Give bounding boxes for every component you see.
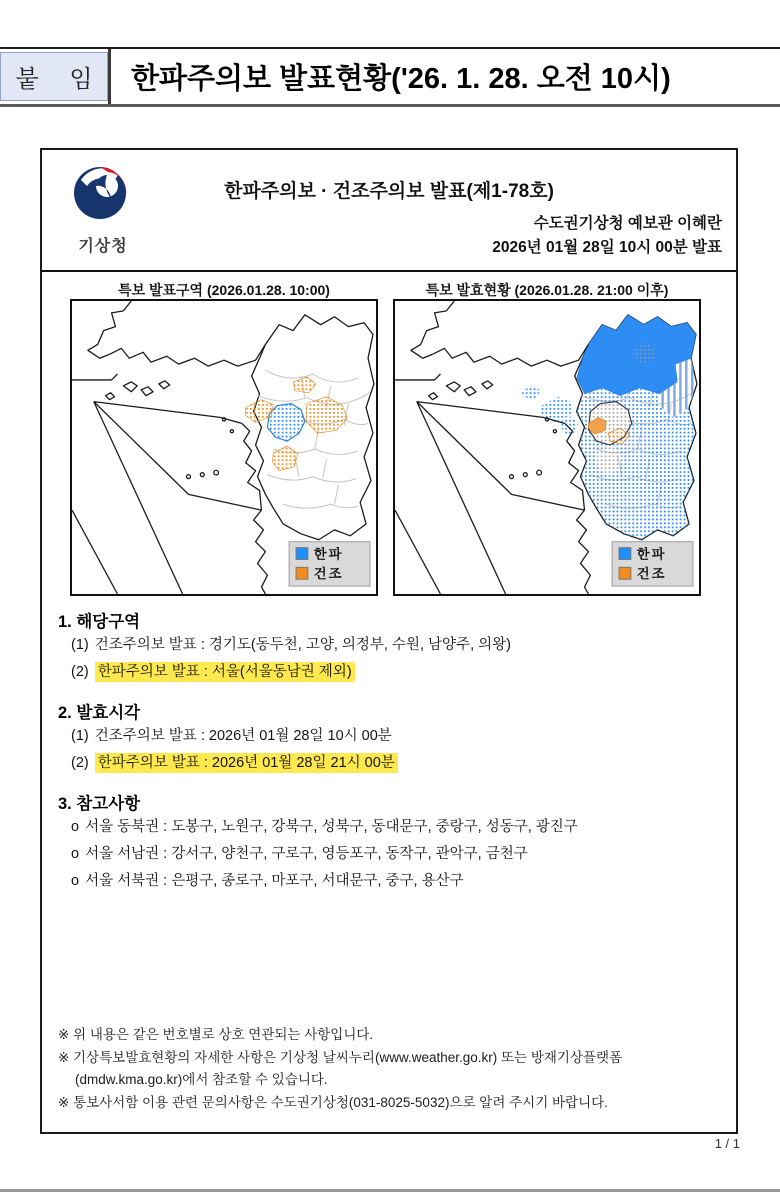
section-item [71,723,720,750]
section-heading: 2. 발효시각 [58,704,141,722]
dry-legend-label: 건조 [636,566,667,582]
document-header [42,150,736,272]
map-announced-box [70,299,378,596]
item-prefix: (2) [71,664,89,680]
section-item [71,841,720,868]
item-text: 서울 동북권 : 도봉구, 노원구, 강북구, 성북구, 동대문구, 중랑구, 성동구, 광진구 [85,819,578,835]
attachment-label: 붙 임 [0,52,108,101]
map-announced [70,280,378,596]
section-item [71,814,720,841]
dry-swatch [619,567,631,579]
item-prefix: o [71,873,80,889]
document-title: 한파주의보 · 건조주의보 발표(제1-78호) [224,181,554,202]
section-areas [58,608,720,686]
item-prefix: (2) [71,755,89,771]
section-item [71,632,720,659]
coldwave-legend-label: 한파 [636,546,667,562]
legend [289,542,370,586]
section-effective-time [58,699,720,777]
document-sheet [40,148,738,1134]
map-effective-title: 특보 발효현황 (2026.01.28. 21:00 이후) [425,282,669,298]
footnote: ※ 통보사서함 이용 관련 문의사항은 수도권기상청(031-8025-5032)으로 알려 주시기 바랍니다. [58,1094,608,1110]
kma-logo [58,160,148,256]
maps-row [70,280,720,596]
item-text-highlighted: 한파주의보 발표 : 서울(서울동남권 제외) [95,662,355,682]
page-number: 1 / 1 [714,1136,740,1151]
coldwave-legend-label: 한파 [313,546,344,562]
forecaster-line: 수도권기상청 예보관 이혜란 [533,215,722,232]
section-heading: 3. 참고사항 [58,795,141,813]
item-text: 서울 서남권 : 강서구, 양천구, 구로구, 영등포구, 동작구, 관악구, 금천구 [85,846,528,862]
map-announced-svg [72,301,376,594]
footnotes [58,1024,720,1114]
legend [612,542,693,586]
section-item [71,659,720,686]
item-text: 서울 서북권 : 은평구, 종로구, 마포구, 서대문구, 중구, 용산구 [85,873,464,889]
map-announced-title: 특보 발표구역 (2026.01.28. 10:00) [118,282,330,298]
section-heading: 1. 해당구역 [58,613,141,631]
coldwave-swatch [296,548,308,560]
item-prefix: o [71,819,80,835]
footnote: ※ 기상특보발효현황의 자세한 사항은 기상청 날씨누리(www.weather.go.kr) 또는 방재기상플랫폼(dmdw.kma.go.kr)에서 참조할 수 있습니다. [58,1049,623,1087]
section-item [71,750,720,777]
agency-name: 기상청 [78,238,128,255]
item-text-highlighted: 한파주의보 발표 : 2026년 01월 28일 21시 00분 [95,753,398,773]
map-effective [393,280,701,596]
bottom-divider [0,1189,780,1192]
page-title: 한파주의보 발표현황('26. 1. 28. 오전 10시) [131,63,671,95]
dry-swatch [296,567,308,579]
issuer-block [492,212,722,260]
map-effective-box [393,299,701,596]
page-header [0,47,780,107]
item-text: 건조주의보 발표 : 경기도(동두천, 고양, 의정부, 수원, 남양주, 의왕) [94,637,511,653]
section-item [71,868,720,895]
dry-legend-label: 건조 [313,566,344,582]
section-remarks [58,790,720,895]
issued-line: 2026년 01월 28일 10시 00분 발표 [492,239,722,256]
coldwave-swatch [619,548,631,560]
item-prefix: (1) [71,728,89,744]
item-prefix: o [71,846,80,862]
item-text: 건조주의보 발표 : 2026년 01월 28일 10시 00분 [94,728,392,744]
item-prefix: (1) [71,637,89,653]
map-effective-svg [395,301,699,594]
document-body [42,272,736,1114]
footnote: ※ 위 내용은 같은 번호별로 상호 연관되는 사항입니다. [58,1027,374,1042]
